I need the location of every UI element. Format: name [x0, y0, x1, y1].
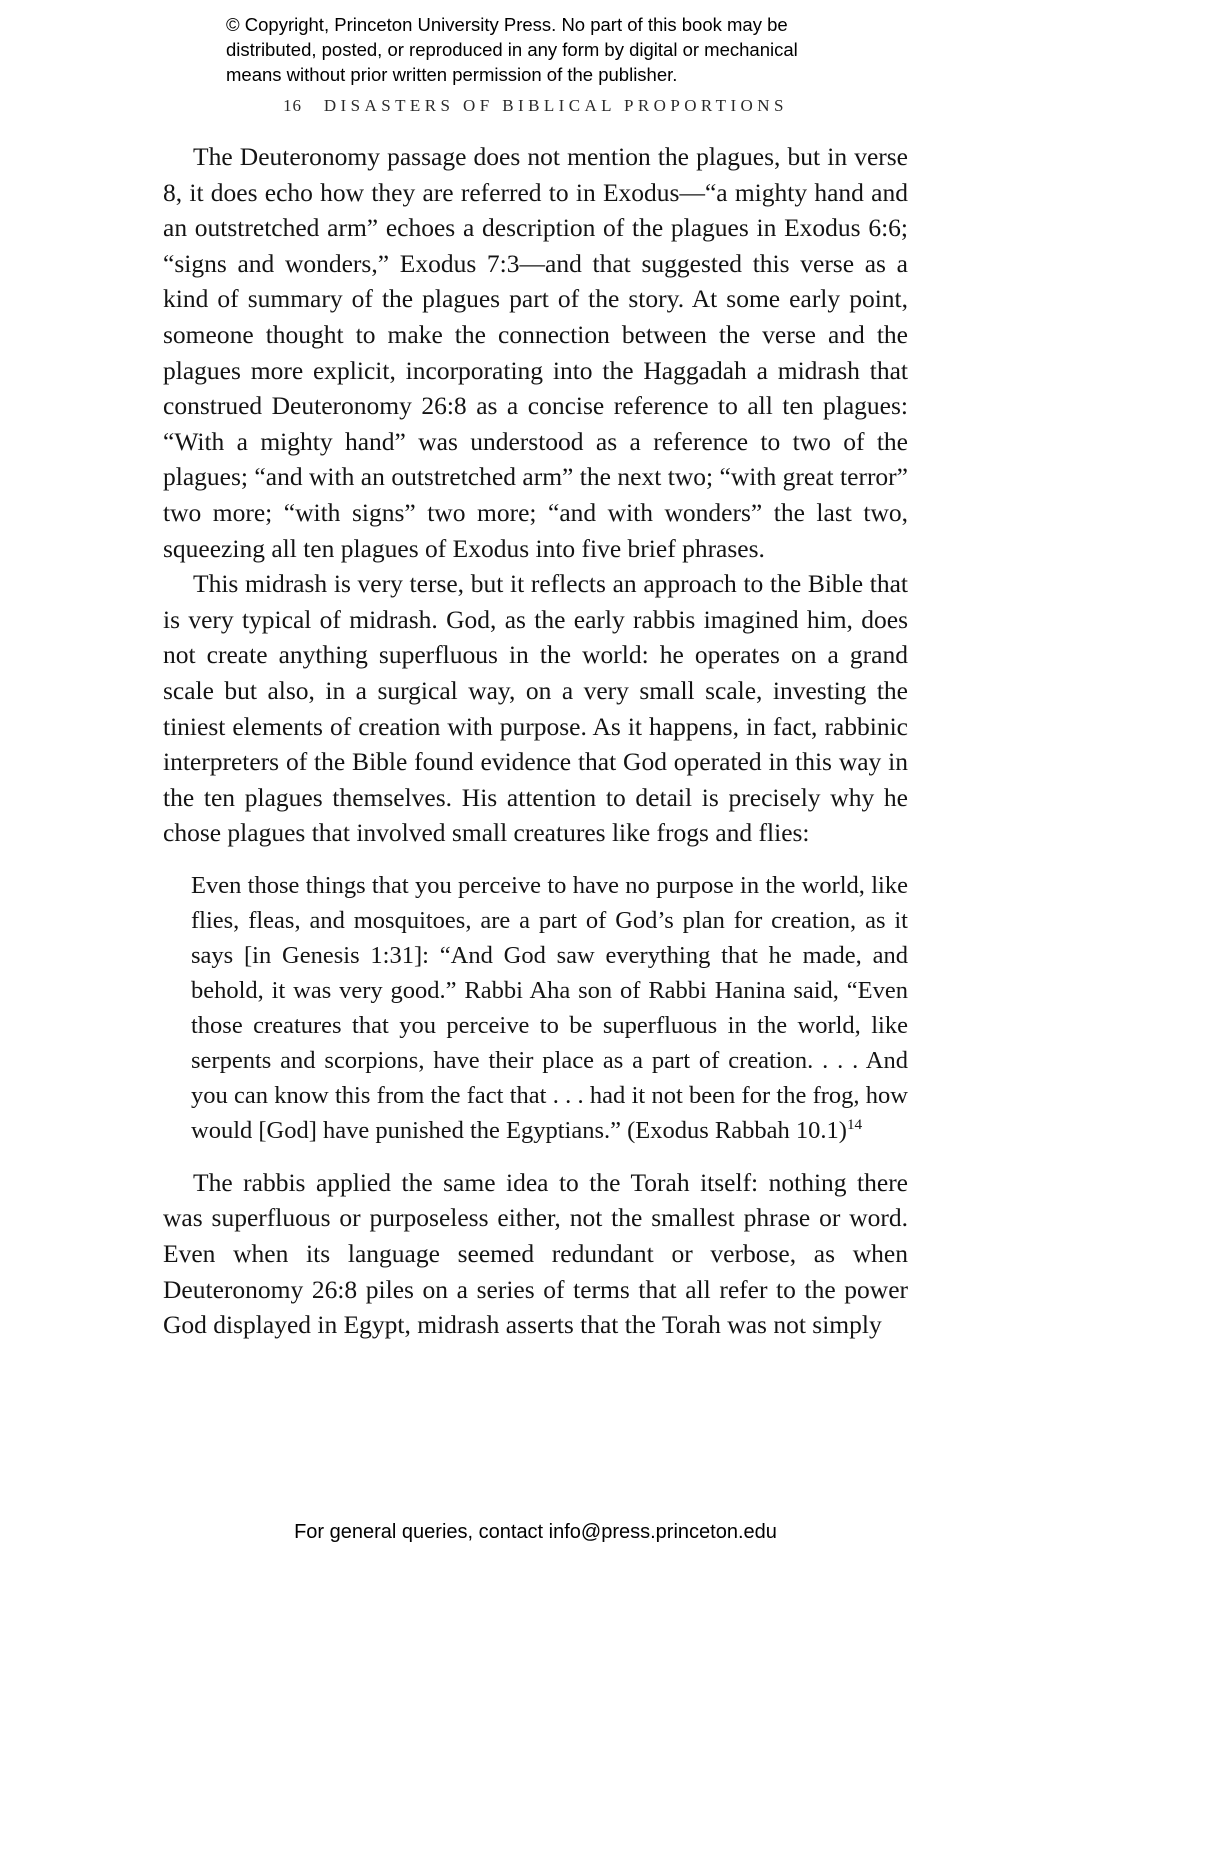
copyright-line: © Copyright, Princeton University Press. No part of this book may be	[226, 14, 788, 35]
running-header-title: DISASTERS OF BIBLICAL PROPORTIONS	[323, 96, 788, 115]
paragraph-2: This midrash is very terse, but it reflects an approach to the Bible that is very typical of midrash. God, as the early rabbis imagined him, does not create anything superfluous in the world: he operates on a grand scale but also, in a surgical way, on a very small scale, investing the tiniest elements of creation with purpose. As it happens, in fact, rabbinic interpreters of the Bible found evidence that God operated in this way in the ten plagues themselves. His attention to detail is precisely why he chose plagues that involved small creatures like frogs and flies:	[163, 569, 908, 848]
copyright-line: distributed, posted, or reproduced in any form by digital or mechanical	[226, 39, 798, 60]
paragraph-3: The rabbis applied the same idea to the Torah itself: nothing there was superfluous or purposeless either, not the smallest phrase or word. Even when its language seemed redundant or verbose, as when Deuteronomy 26:8 piles on a series of terms that all refer to the power God displayed in Egypt, midrash asserts that the Torah was not simply	[163, 1167, 908, 1340]
blockquote-midrash	[191, 868, 908, 1148]
footer-query-contact: For general queries, contact info@press.princeton.edu	[294, 1521, 777, 1543]
footnote-reference: 14	[846, 1115, 863, 1133]
body-text	[163, 139, 908, 1343]
paragraph-1: The Deuteronomy passage does not mention the plagues, but in verse 8, it does echo how they are referred to in Exodus—“a mighty hand and an outstretched arm” echoes a description of the plagues in Exodus 6:6; “signs and wonders,” Exodus 7:3—and that suggested this verse as a kind of summary of the plagues part of the story. At some early point, someone thought to make the connection between the verse and the plagues more explicit, incorporating into the Haggadah a midrash that construed Deuteronomy 26:8 as a concise reference to all ten plagues: “With a mighty hand” was understood as a reference to two of the plagues; “and with an outstretched arm” the next two; “with great terror” two more; “with signs” two more; “and with wonders” the last two, squeezing all ten plagues of Exodus into five brief phrases.	[163, 142, 908, 563]
copyright-line: means without prior written permission of the publisher.	[226, 64, 678, 85]
page-number: 16	[283, 96, 302, 115]
copyright-notice	[226, 12, 798, 87]
running-header	[163, 96, 908, 116]
blockquote-text: Even those things that you perceive to have no purpose in the world, like flies, fleas, and mosquitoes, are a part of God’s plan for creation, as it says [in Genesis 1:31]: “And God saw everything that he made, and behold, it was very good.” Rabbi Aha son of Rabbi Hanina said, “Even those creatures that you perceive to be superfluous in the world, like serpents and scorpions, have their place as a part of creation. . . . And you can know this from the fact that . . . had it not been for the frog, how would [God] have punished the Egyptians.” (Exodus Rabbah 10.1)	[191, 871, 908, 1144]
